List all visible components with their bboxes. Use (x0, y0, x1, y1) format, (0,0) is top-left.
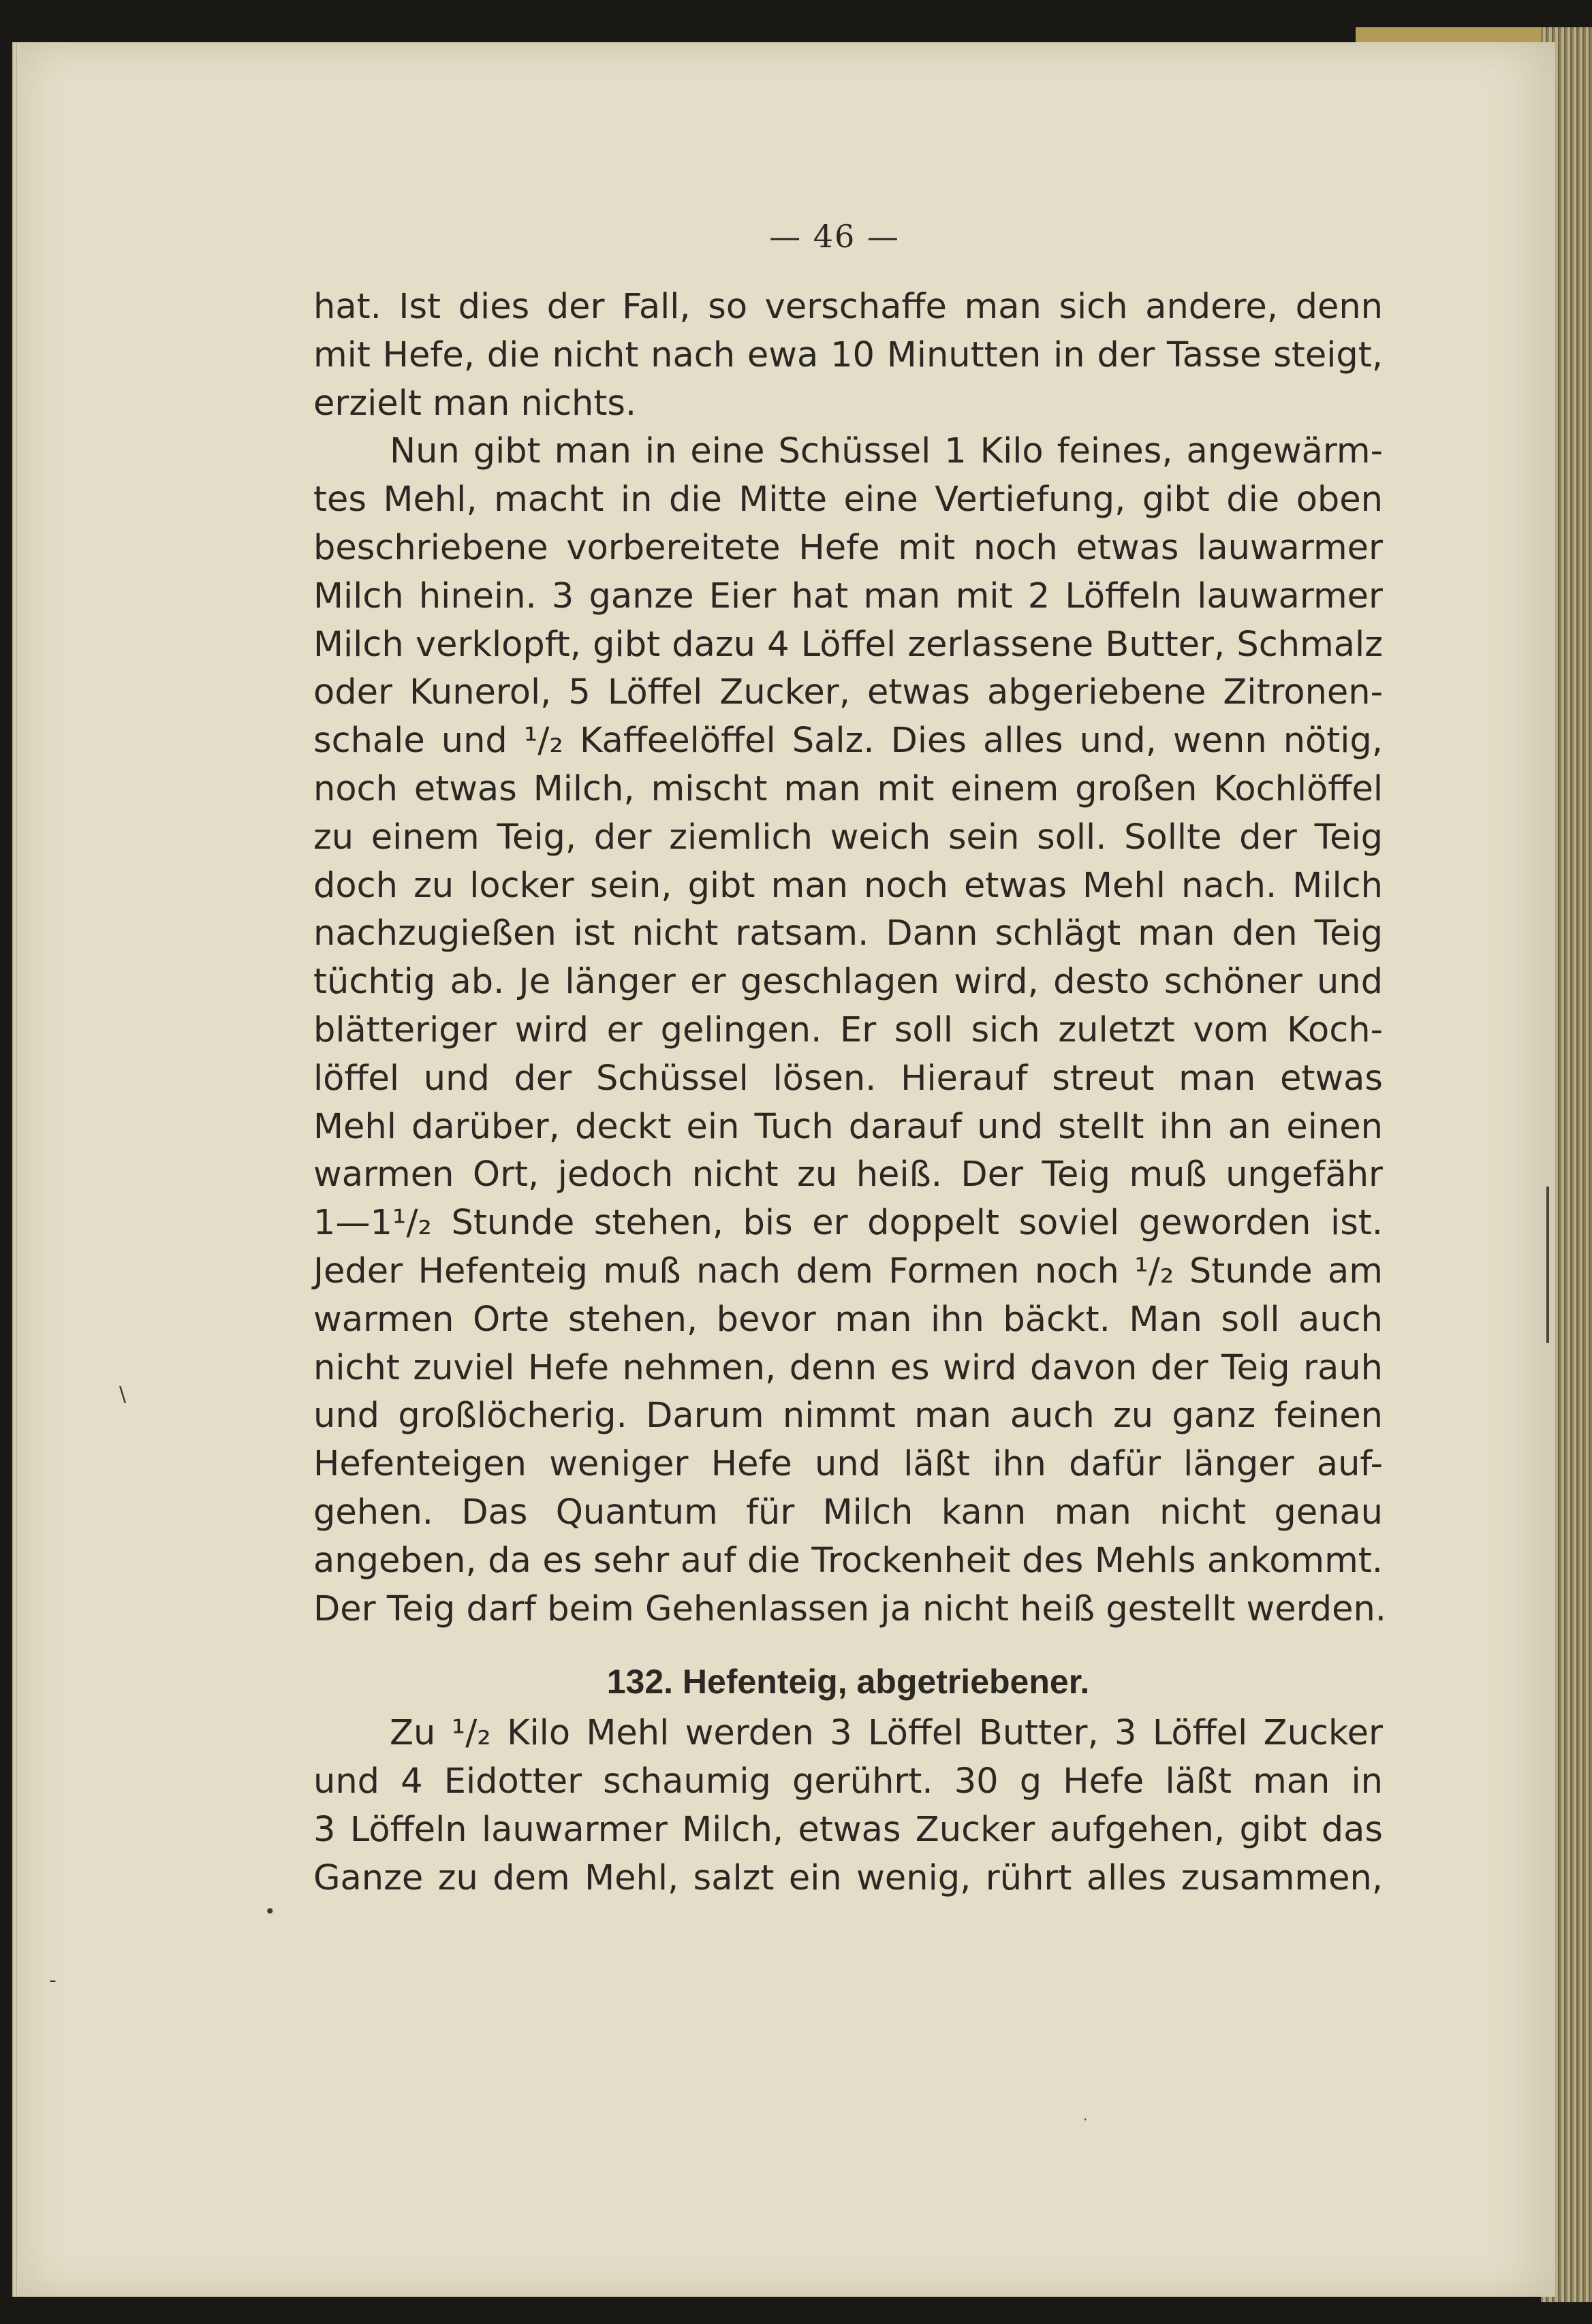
text-line: tüchtig ab. Je länger er geschlagen wird, desto schöner und (313, 962, 1383, 1003)
recipe-heading: 132. Hefenteig, abgetriebener. (606, 1663, 1090, 1701)
text-line: oder Kunerol, 5 Löffel Zucker, etwas abgeriebene Zitronen- (313, 672, 1383, 713)
margin-speck: · (1083, 2111, 1088, 2128)
paragraph-1 (313, 283, 1383, 428)
margin-speck: - (49, 1968, 57, 1992)
paragraph-2 (313, 428, 1386, 1633)
text-line: und 4 Eidotter schaumig gerührt. 30 g Hefe läßt man in (313, 1761, 1383, 1802)
text-line: Zu ¹/₂ Kilo Mehl werden 3 Löffel Butter, 3 Löffel Zucker (390, 1713, 1383, 1754)
text-line: warmen Ort, jedoch nicht zu heiß. Der Teig muß ungefähr (313, 1155, 1383, 1195)
text-line: zu einem Teig, der ziemlich weich sein soll. Sollte der Teig (313, 817, 1383, 858)
text-line: Jeder Hefenteig muß nach dem Formen noch ¹/₂ Stunde am (313, 1251, 1383, 1291)
text-line: Milch verklopft, gibt dazu 4 Löffel zerlassene Butter, Schmalz (313, 624, 1383, 665)
text-line: tes Mehl, macht in die Mitte eine Vertiefung, gibt die oben (313, 480, 1383, 520)
text-line: warmen Orte stehen, bevor man ihn bäckt. Man soll auch (313, 1299, 1383, 1340)
margin-speck: \ (119, 1383, 127, 1407)
text-line: Ganze zu dem Mehl, salzt ein wenig, rührt alles zusammen, (313, 1857, 1383, 1898)
text-line: beschriebene vorbereitete Hefe mit noch etwas lauwarmer (313, 527, 1383, 568)
text-line: Hefenteigen weniger Hefe und läßt ihn dafür länger auf- (313, 1444, 1383, 1485)
text-line: erzielt man nichts. (313, 383, 637, 424)
text-line: doch zu locker sein, gibt man noch etwas Mehl nach. Milch (313, 865, 1383, 906)
text-line: Der Teig darf beim Gehenlassen ja nicht heiß gestellt werden. (313, 1588, 1386, 1629)
text-line: noch etwas Milch, mischt man mit einem großen Kochlöffel (313, 768, 1383, 809)
paragraph-3 (313, 1710, 1383, 1902)
text-line: schale und ¹/₂ Kaffeelöffel Salz. Dies alles und, wenn nötig, (313, 721, 1383, 761)
page-number: — 46 — (769, 218, 900, 255)
margin-mark (1546, 1187, 1549, 1343)
text-line: 3 Löffeln lauwarmer Milch, etwas Zucker aufgehen, gibt das (313, 1809, 1383, 1850)
text-line: mit Hefe, die nicht nach ewa 10 Minutten in der Tasse steigt, (313, 334, 1383, 375)
text-line: nachzugießen ist nicht ratsam. Dann schlägt man den Teig (313, 913, 1383, 954)
text-line: nicht zuviel Hefe nehmen, denn es wird davon der Teig rauh (313, 1347, 1383, 1388)
text-line: 1—1¹/₂ Stunde stehen, bis er doppelt soviel geworden ist. (313, 1203, 1383, 1244)
text-line: löffel und der Schüssel lösen. Hierauf streut man etwas (313, 1058, 1383, 1099)
text-line: Mehl darüber, deckt ein Tuch darauf und stellt ihn an einen (313, 1106, 1383, 1147)
text-line: hat. Ist dies der Fall, so verschaffe man sich andere, denn (313, 287, 1383, 327)
text-line: gehen. Das Quantum für Milch kann man nicht genau (313, 1492, 1383, 1533)
text-line: Milch hinein. 3 ganze Eier hat man mit 2 Löffeln lauwarmer (313, 576, 1383, 616)
margin-speck: • (264, 1900, 276, 1923)
text-line: Nun gibt man in eine Schüssel 1 Kilo feines, angewärm- (390, 431, 1383, 472)
text-line: und großlöcherig. Darum nimmt man auch zu ganz feinen (313, 1396, 1383, 1436)
text-line: blätteriger wird er gelingen. Er soll sich zuletzt vom Koch- (313, 1009, 1383, 1050)
text-line: angeben, da es sehr auf die Trockenheit des Mehls ankommt. (313, 1540, 1383, 1581)
page-content (313, 218, 1386, 1903)
